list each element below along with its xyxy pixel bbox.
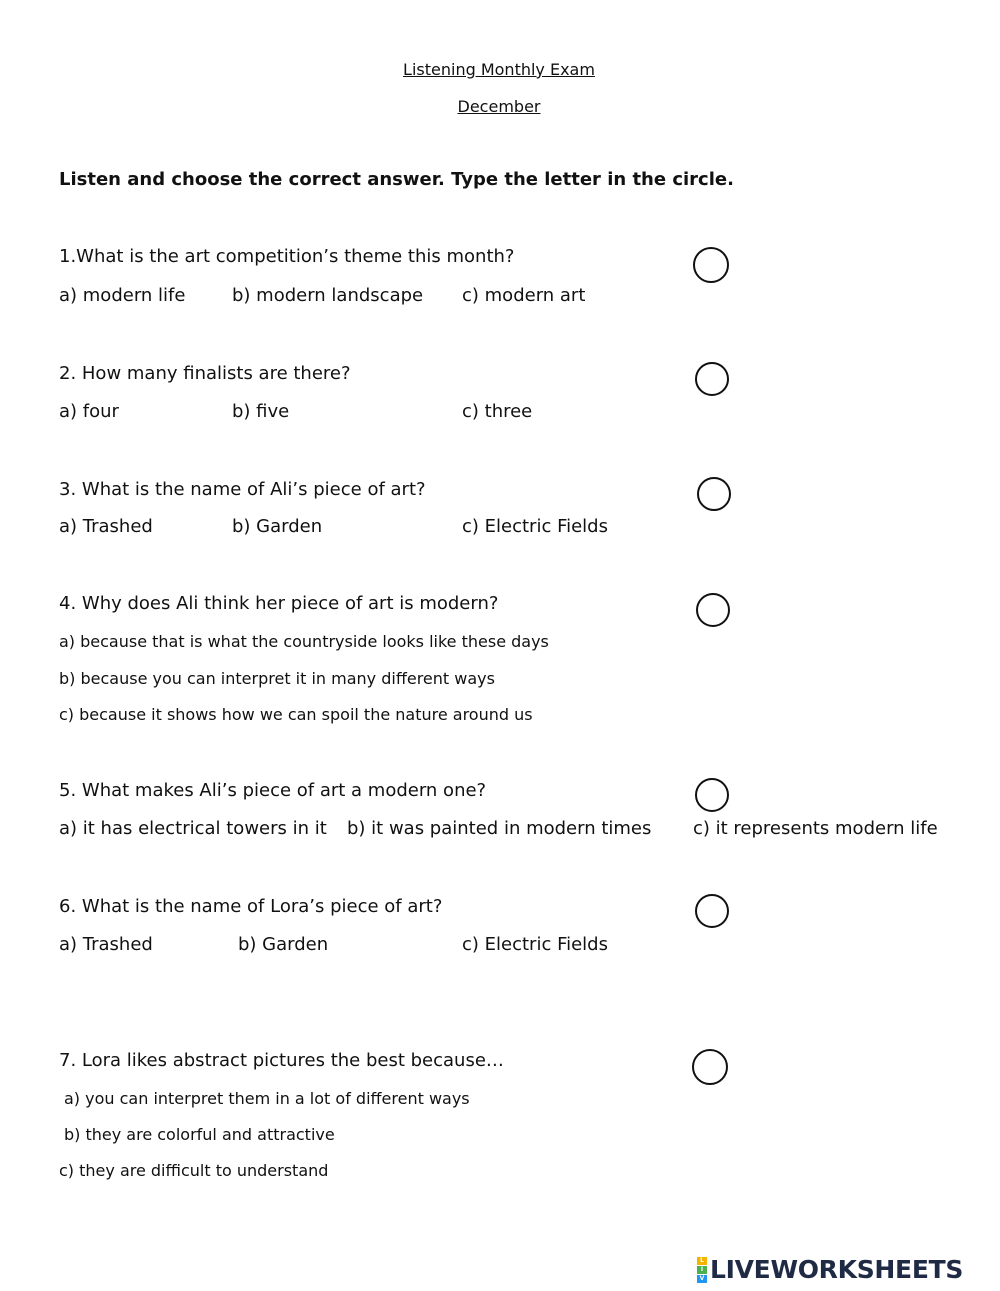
q6-option-c: c) Electric Fields (462, 934, 608, 955)
logo-blocks-icon (697, 1257, 707, 1283)
answer-circle-6[interactable] (695, 894, 729, 928)
q5-option-a: a) it has electrical towers in it (59, 818, 327, 839)
liveworksheets-logo (697, 1255, 963, 1285)
question-3: 3. What is the name of Ali’s piece of art? (59, 479, 426, 500)
q4-option-a: a) because that is what the countryside looks like these days (59, 632, 549, 651)
page-title: Listening Monthly Exam (403, 60, 595, 79)
q7-option-b: b) they are colorful and attractive (64, 1125, 335, 1144)
logo-text: LIVEWORKSHEETS (710, 1255, 964, 1284)
q2-option-b: b) five (232, 401, 290, 422)
q5-option-b: b) it was painted in modern times (347, 818, 652, 839)
q7-option-c: c) they are difficult to understand (59, 1161, 329, 1180)
q1-option-b: b) modern landscape (232, 285, 424, 306)
question-1: 1.What is the art competition’s theme this month? (59, 246, 515, 267)
question-7: 7. Lora likes abstract pictures the best because… (59, 1050, 504, 1071)
q2-option-a: a) four (59, 401, 119, 422)
answer-circle-4[interactable] (696, 593, 730, 627)
logo-block-v: V (697, 1275, 707, 1283)
q5-option-c: c) it represents modern life (693, 818, 938, 839)
answer-circle-5[interactable] (695, 778, 729, 812)
question-6: 6. What is the name of Lora’s piece of art? (59, 896, 443, 917)
answer-circle-2[interactable] (695, 362, 729, 396)
q3-option-c: c) Electric Fields (462, 516, 608, 537)
q2-option-c: c) three (462, 401, 533, 422)
question-5: 5. What makes Ali’s piece of art a modern one? (59, 780, 487, 801)
question-2: 2. How many finalists are there? (59, 363, 351, 384)
question-4: 4. Why does Ali think her piece of art is modern? (59, 593, 499, 614)
logo-block-i: I (697, 1266, 707, 1274)
q6-option-b: b) Garden (238, 934, 329, 955)
q3-option-a: a) Trashed (59, 516, 153, 537)
answer-circle-3[interactable] (697, 477, 731, 511)
q4-option-c: c) because it shows how we can spoil the nature around us (59, 705, 533, 724)
answer-circle-7[interactable] (692, 1049, 728, 1085)
q7-option-a: a) you can interpret them in a lot of different ways (64, 1089, 470, 1108)
page-subtitle: December (457, 97, 541, 116)
q3-option-b: b) Garden (232, 516, 323, 537)
q6-option-a: a) Trashed (59, 934, 153, 955)
instructions: Listen and choose the correct answer. Type the letter in the circle. (59, 169, 734, 190)
logo-block-l: L (697, 1257, 707, 1265)
q1-option-a: a) modern life (59, 285, 186, 306)
q1-option-c: c) modern art (462, 285, 586, 306)
answer-circle-1[interactable] (693, 247, 729, 283)
q4-option-b: b) because you can interpret it in many different ways (59, 669, 495, 688)
